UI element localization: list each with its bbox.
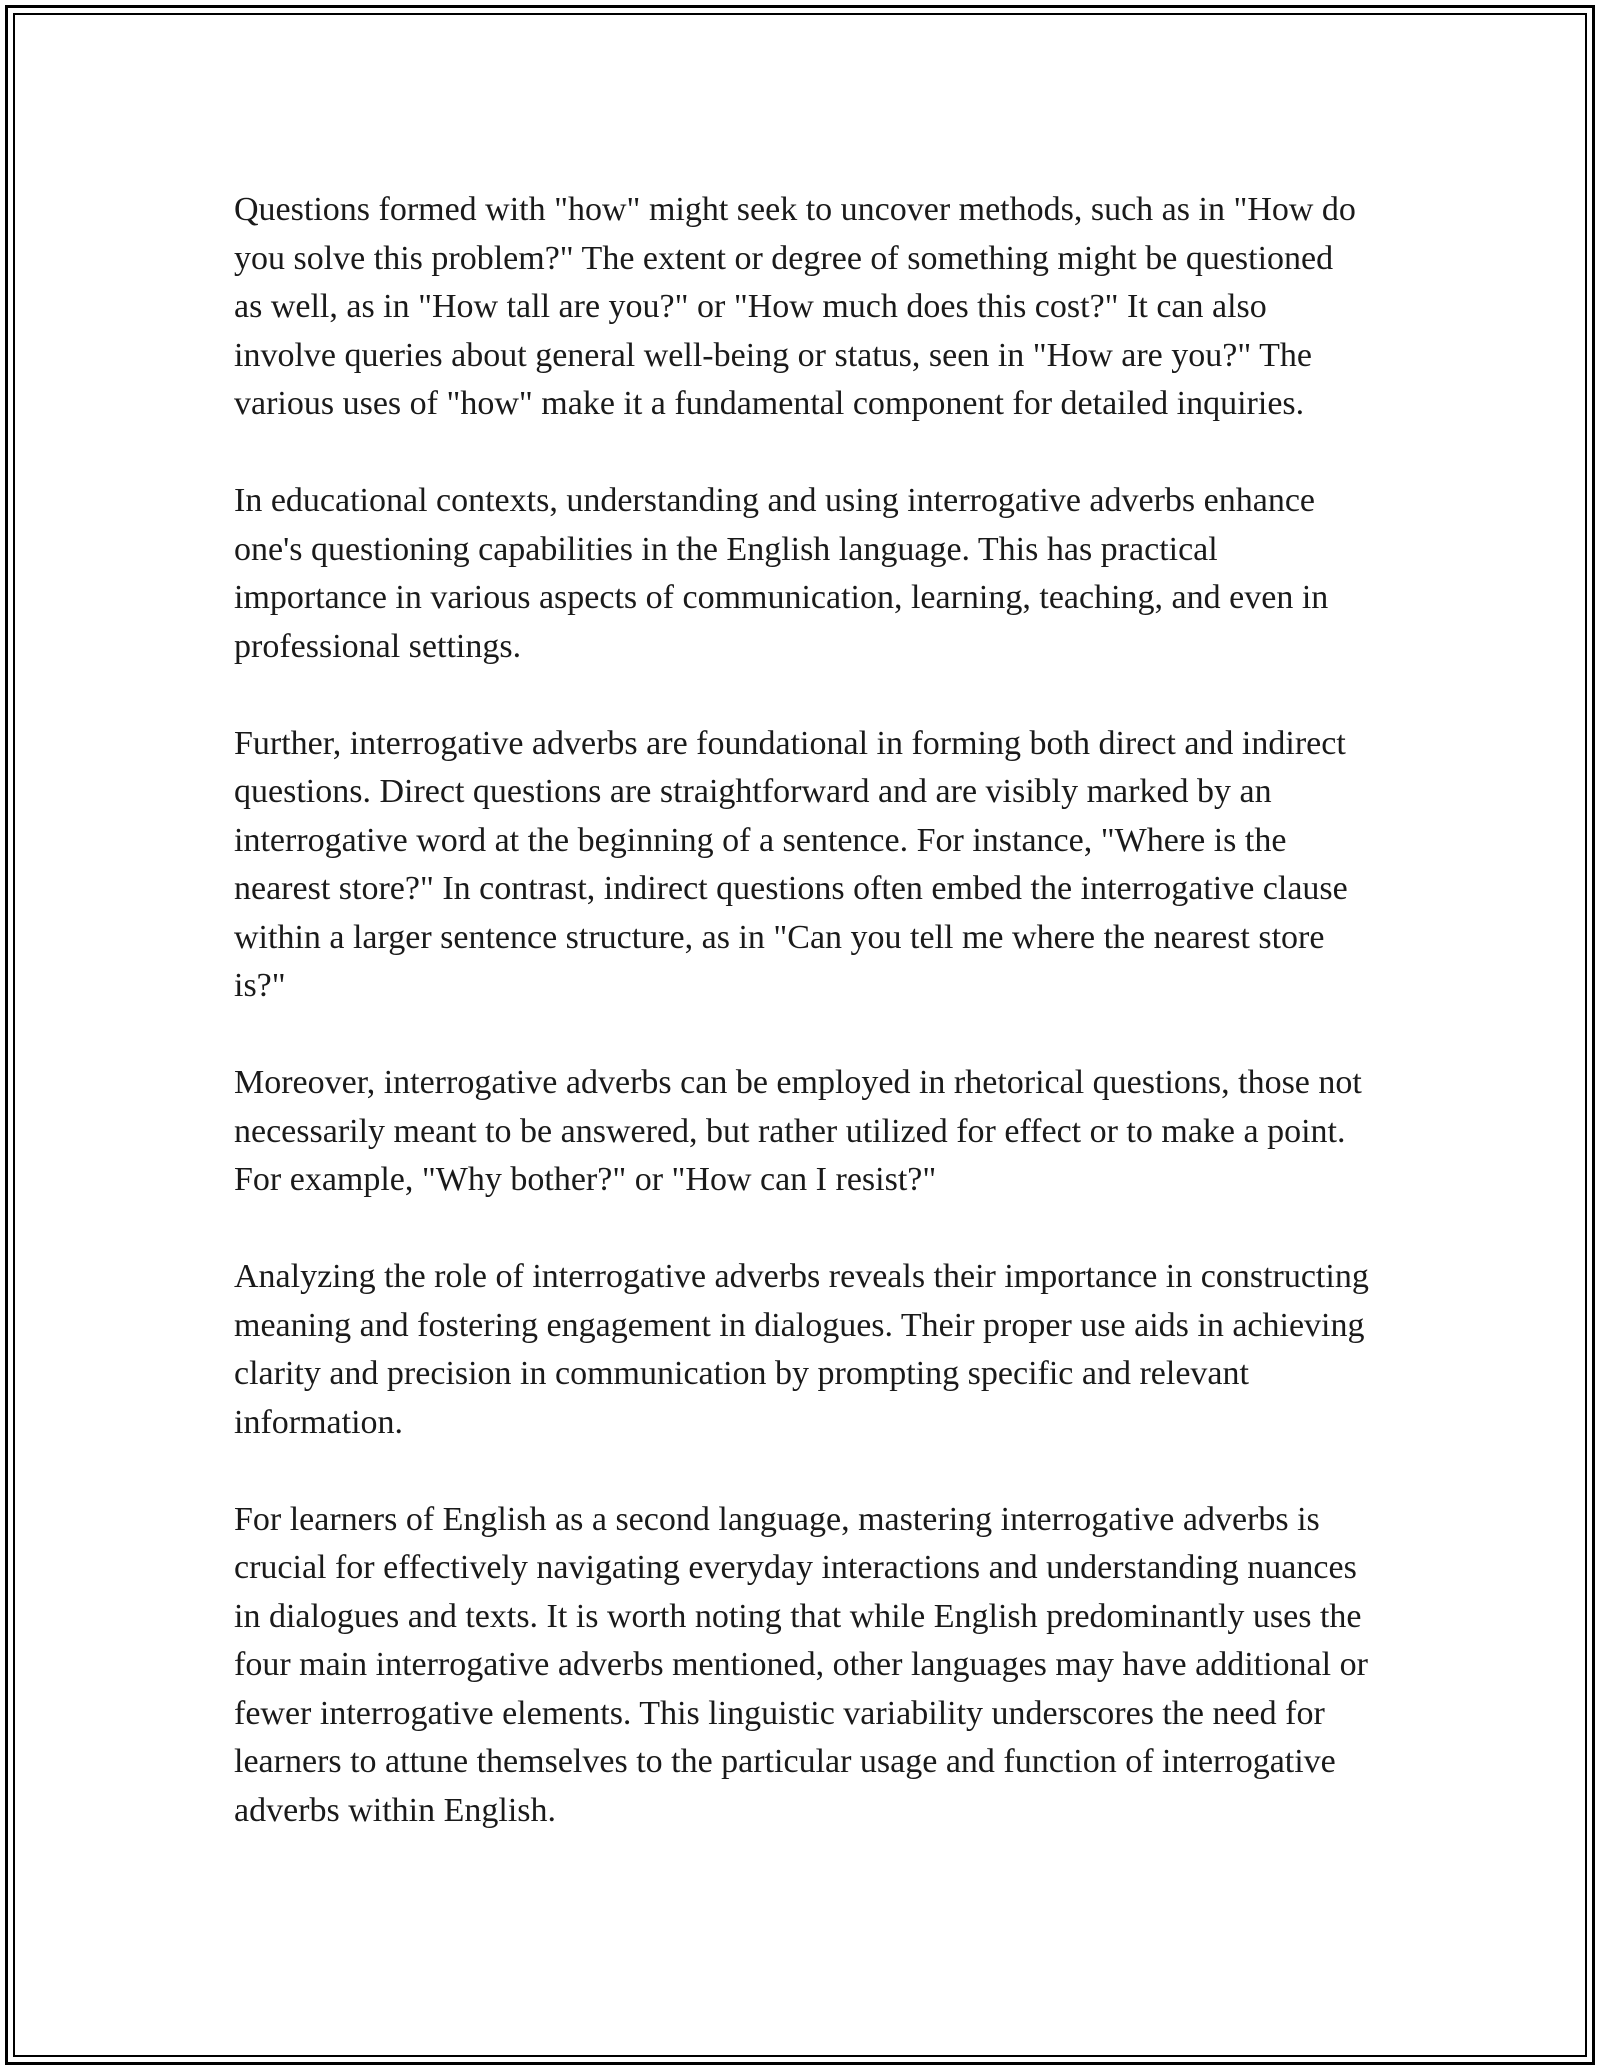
paragraph-how-questions: Questions formed with "how" might seek to uncover methods, such as in "How do you solve this problem?" The extent or degree of something might be questioned as well, as in "How tall are you?" or "How much does this cost?" It can also involve queries about general well-being or status, seen in "How are you?" The various uses of "how" make it a fundamental component for detailed inquiries. (234, 191, 1356, 422)
paragraph-analyzing-role: Analyzing the role of interrogative adverbs reveals their importance in constructing meaning and fostering engagement in dialogues. Their proper use aids in achieving clarity and precision in communication by prompting specific and relevant information. (234, 1258, 1369, 1441)
paragraph-educational-contexts: In educational contexts, understanding and using interrogative adverbs enhance one's questioning capabilities in the English language. This has practical importance in various aspects of communication, learning, teaching, and even in professional settings. (234, 482, 1329, 665)
paragraph-rhetorical-questions: Moreover, interrogative adverbs can be employed in rhetorical questions, those not necessarily meant to be answered, but rather utilized for effect or to make a point. For example, "Why bother?" or "How can I resist?" (234, 1064, 1362, 1198)
document-body (234, 186, 1369, 1884)
paragraph-second-language-learners: For learners of English as a second language, mastering interrogative adverbs is crucial for effectively navigating everyday interactions and understanding nuances in dialogues and texts. It is worth noting that while English predominantly uses the four main interrogative adverbs mentioned, other languages may have additional or fewer interrogative elements. This linguistic variability underscores the need for learners to attune themselves to the particular usage and function of interrogative adverbs within English. (234, 1500, 1368, 1829)
paragraph-direct-indirect-questions: Further, interrogative adverbs are foundational in forming both direct and indirect questions. Direct questions are straightforward and are visibly marked by an interrogative word at the beginning of a sentence. For instance, "Where is the nearest store?" In contrast, indirect questions often embed the interrogative clause within a larger sentence structure, as in "Can you tell me where the nearest store is?" (234, 724, 1348, 1004)
